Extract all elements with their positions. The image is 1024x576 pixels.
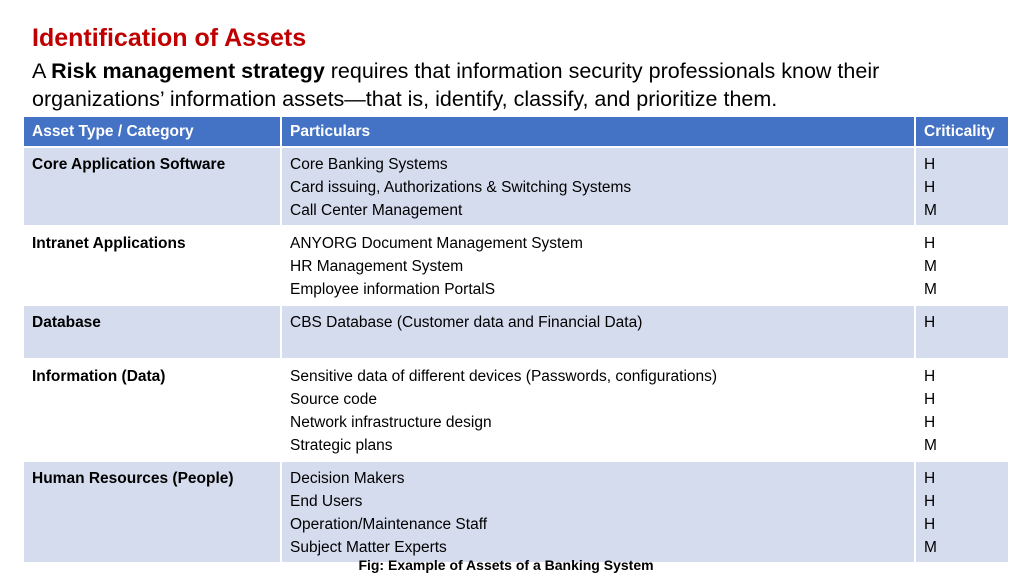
particular-item: ANYORG Document Management System — [290, 235, 583, 252]
criticality-value: M — [924, 202, 937, 219]
particulars-cell — [281, 147, 915, 226]
particular-item: HR Management System — [290, 258, 464, 275]
particular-item: Card issuing, Authorizations & Switching Systems — [290, 179, 632, 196]
assets-table — [24, 117, 1008, 562]
table-row — [24, 359, 1008, 461]
intro-suffix: requires that information security professionals know their organizations’ information assets—that is, identify, classify, and prioritize them. — [32, 59, 880, 111]
criticality-value: H — [924, 179, 936, 196]
criticality-value: H — [924, 493, 936, 510]
table-row — [24, 147, 1008, 226]
particular-item: Call Center Management — [290, 202, 463, 219]
criticality-value: H — [924, 314, 936, 331]
particulars-cell — [281, 226, 915, 305]
particular-item: Subject Matter Experts — [290, 539, 447, 556]
table-row — [24, 461, 1008, 562]
particular-item: Sensitive data of different devices (Passwords, configurations) — [290, 368, 718, 385]
criticality-value: H — [924, 414, 936, 431]
particulars-cell — [281, 305, 915, 359]
header-asset-type: Asset Type / Category — [24, 117, 281, 147]
criticality-cell — [915, 147, 1008, 226]
category-cell: Human Resources (People) — [24, 461, 281, 562]
criticality-cell — [915, 305, 1008, 359]
criticality-value: M — [924, 258, 937, 275]
particular-item: Network infrastructure design — [290, 414, 492, 431]
header-criticality: Criticality — [915, 117, 1008, 147]
criticality-value: H — [924, 391, 936, 408]
criticality-value: M — [924, 437, 937, 454]
table-header-row — [24, 117, 1008, 147]
particulars-cell — [281, 359, 915, 461]
criticality-cell — [915, 359, 1008, 461]
table-row — [24, 226, 1008, 305]
criticality-value: H — [924, 368, 936, 385]
particulars-cell — [281, 461, 915, 562]
intro-bold-term: Risk management strategy — [51, 59, 325, 83]
slide-title: Identification of Assets — [32, 24, 307, 52]
header-particulars: Particulars — [281, 117, 915, 147]
particular-item: Source code — [290, 391, 378, 408]
category-cell: Intranet Applications — [24, 226, 281, 305]
category-cell: Database — [24, 305, 281, 359]
particular-item: Strategic plans — [290, 437, 393, 454]
particular-item: CBS Database (Customer data and Financial Data) — [290, 314, 643, 331]
criticality-cell — [915, 461, 1008, 562]
particular-item: Operation/Maintenance Staff — [290, 516, 488, 533]
intro-text — [32, 57, 992, 113]
category-cell: Information (Data) — [24, 359, 281, 461]
criticality-value: M — [924, 539, 937, 556]
criticality-value: M — [924, 281, 937, 298]
criticality-value: H — [924, 235, 936, 252]
criticality-value: H — [924, 516, 936, 533]
criticality-value: H — [924, 156, 936, 173]
particular-item: Decision Makers — [290, 470, 405, 487]
category-cell: Core Application Software — [24, 147, 281, 226]
intro-prefix: A — [32, 59, 52, 83]
particular-item: Employee information PortalS — [290, 281, 496, 298]
particular-item: Core Banking Systems — [290, 156, 448, 173]
criticality-value: H — [924, 470, 936, 487]
particular-item: End Users — [290, 493, 363, 510]
table-row — [24, 305, 1008, 359]
figure-caption: Fig: Example of Assets of a Banking System — [358, 557, 654, 573]
criticality-cell — [915, 226, 1008, 305]
